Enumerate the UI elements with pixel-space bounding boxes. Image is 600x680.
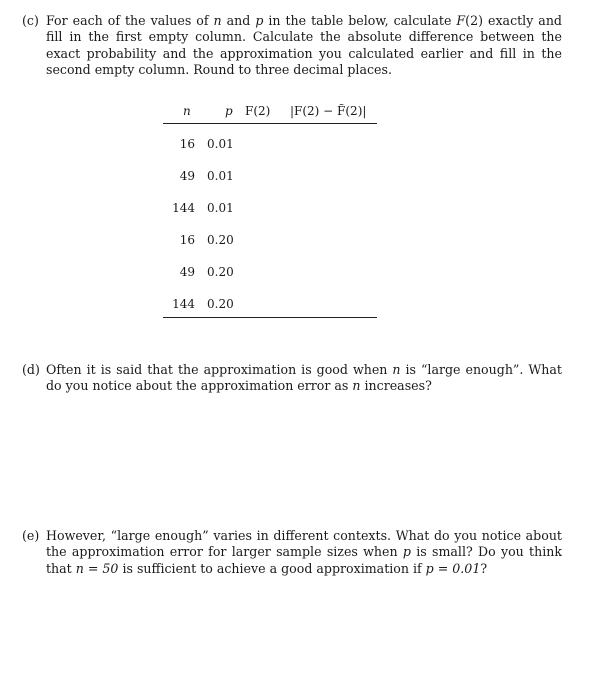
cell-p: 0.20	[207, 265, 234, 279]
header-f2: F(2)	[245, 104, 271, 118]
question-part-e	[22, 528, 562, 577]
part-c-label: (c)	[22, 13, 39, 28]
cell-n: 16	[179, 233, 195, 247]
cell-p: 0.01	[207, 201, 234, 215]
table-bottom-rule	[163, 317, 377, 318]
part-e-label: (e)	[22, 528, 40, 543]
question-part-d	[22, 362, 562, 395]
part-c-text: For each of the values of n and p in the table below, calculate F(2) exactly and fill in the first empty column. Calculate the absolute difference between the exact probability and the approximation you calculated earlier and fill in the second empty column. Round to three decimal places.	[46, 13, 562, 77]
part-d-text: Often it is said that the approximation is good when n is “large enough”. What do you notice about the approximation error as n increases?	[46, 362, 562, 394]
cell-p: 0.01	[207, 137, 234, 151]
cell-p: 0.20	[207, 297, 234, 311]
header-n: n	[183, 104, 191, 118]
cell-n: 49	[179, 169, 195, 183]
table-top-rule	[163, 123, 377, 124]
cell-n: 144	[172, 201, 195, 215]
header-p: p	[225, 104, 233, 118]
cell-p: 0.20	[207, 233, 234, 247]
part-e-text: However, “large enough” varies in different contexts. What do you notice about the approximation error for larger sample sizes when p is small? Do you think that n = 50 is sufficient to achieve a good approximation if p = 0.01?	[46, 528, 563, 576]
cell-n: 16	[179, 137, 195, 151]
cell-n: 49	[179, 265, 195, 279]
answer-table	[163, 100, 377, 318]
question-part-c	[22, 13, 562, 78]
cell-n: 144	[172, 297, 195, 311]
part-d-label: (d)	[22, 362, 40, 377]
cell-p: 0.01	[207, 169, 234, 183]
header-abs-difference: |F(2) − F̃(2)|	[290, 104, 367, 118]
